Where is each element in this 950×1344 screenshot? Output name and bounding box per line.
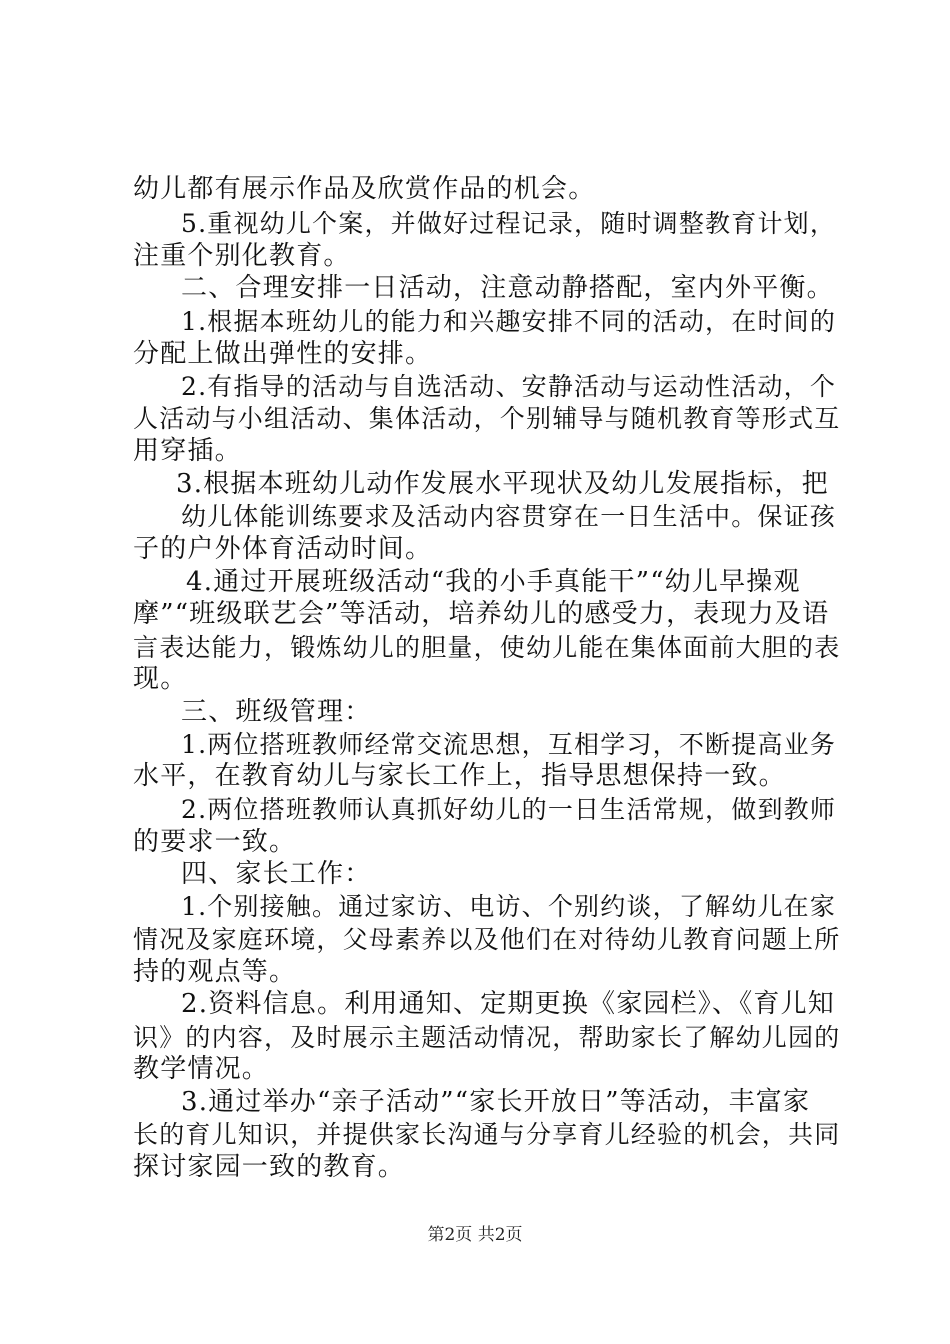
paragraph-line: 2.两位搭班教师认真抓好幼儿的一日生活常规，做到教师 [181, 795, 837, 824]
paragraph-line: 注重个别化教育。 [133, 241, 351, 271]
paragraph-line: 情况及家庭环境，父母素养以及他们在对待幼儿教育问题上所 [133, 925, 841, 954]
paragraph-line: 用穿插。 [133, 436, 242, 466]
paragraph-line: 持的观点等。 [133, 957, 297, 987]
paragraph-line: 探讨家园一致的教育。 [133, 1152, 406, 1182]
paragraph-line: 子的户外体育活动时间。 [133, 534, 433, 564]
paragraph-line: 3.根据本班幼儿动作发展水平现状及幼儿发展指标，把 [176, 469, 829, 499]
paragraph-line: 分配上做出弹性的安排。 [133, 339, 433, 369]
paragraph-line: 3.通过举办“亲子活动”“家长开放日”等活动，丰富家 [181, 1087, 811, 1117]
page-footer: 第2页 共2页 [427, 1225, 523, 1245]
paragraph-line: 教学情况。 [133, 1054, 270, 1084]
paragraph-line: 现。 [133, 664, 188, 694]
paragraph-line: 2.有指导的活动与自选活动、安静活动与运动性活动，个 [181, 372, 837, 401]
paragraph-line: 人活动与小组活动、集体活动，个别辅导与随机教育等形式互 [133, 404, 841, 433]
section-heading: 三、班级管理： [181, 697, 372, 727]
paragraph-line: 1.根据本班幼儿的能力和兴趣安排不同的活动，在时间的 [181, 307, 837, 336]
paragraph-line: 1.个别接触。通过家访、电访、个别约谈，了解幼儿在家 [181, 892, 837, 921]
paragraph-line: 幼儿都有展示作品及欣赏作品的机会。 [133, 174, 596, 204]
section-heading: 二、合理安排一日活动，注意动静搭配，室内外平衡。 [181, 273, 834, 303]
paragraph-line: 言表达能力，锻炼幼儿的胆量，使幼儿能在集体面前大胆的表 [133, 633, 841, 662]
paragraph-line: 水平，在教育幼儿与家长工作上，指导思想保持一致。 [133, 761, 786, 791]
paragraph-line: 摩”“班级联艺会”等活动，培养幼儿的感受力，表现力及语 [133, 599, 830, 629]
paragraph-line: 1.两位搭班教师经常交流思想，互相学习，不断提高业务 [181, 730, 837, 759]
paragraph-line: 的要求一致。 [133, 827, 297, 857]
paragraph-line: 4.通过开展班级活动“我的小手真能干”“幼儿早操观 [186, 567, 801, 597]
paragraph-line: 2.资料信息。利用通知、定期更换《家园栏》、《育儿知 [181, 989, 836, 1019]
paragraph-line: 识》的内容，及时展示主题活动情况，帮助家长了解幼儿园的 [133, 1023, 841, 1052]
section-heading: 四、家长工作： [181, 859, 372, 889]
paragraph-line: 长的育儿知识，并提供家长沟通与分享育儿经验的机会，共同 [133, 1120, 841, 1149]
paragraph-line: 幼儿体能训练要求及活动内容贯穿在一日生活中。保证孩 [181, 502, 837, 531]
paragraph-line: 5.重视幼儿个案，并做好过程记录，随时调整教育计划， [181, 209, 837, 238]
